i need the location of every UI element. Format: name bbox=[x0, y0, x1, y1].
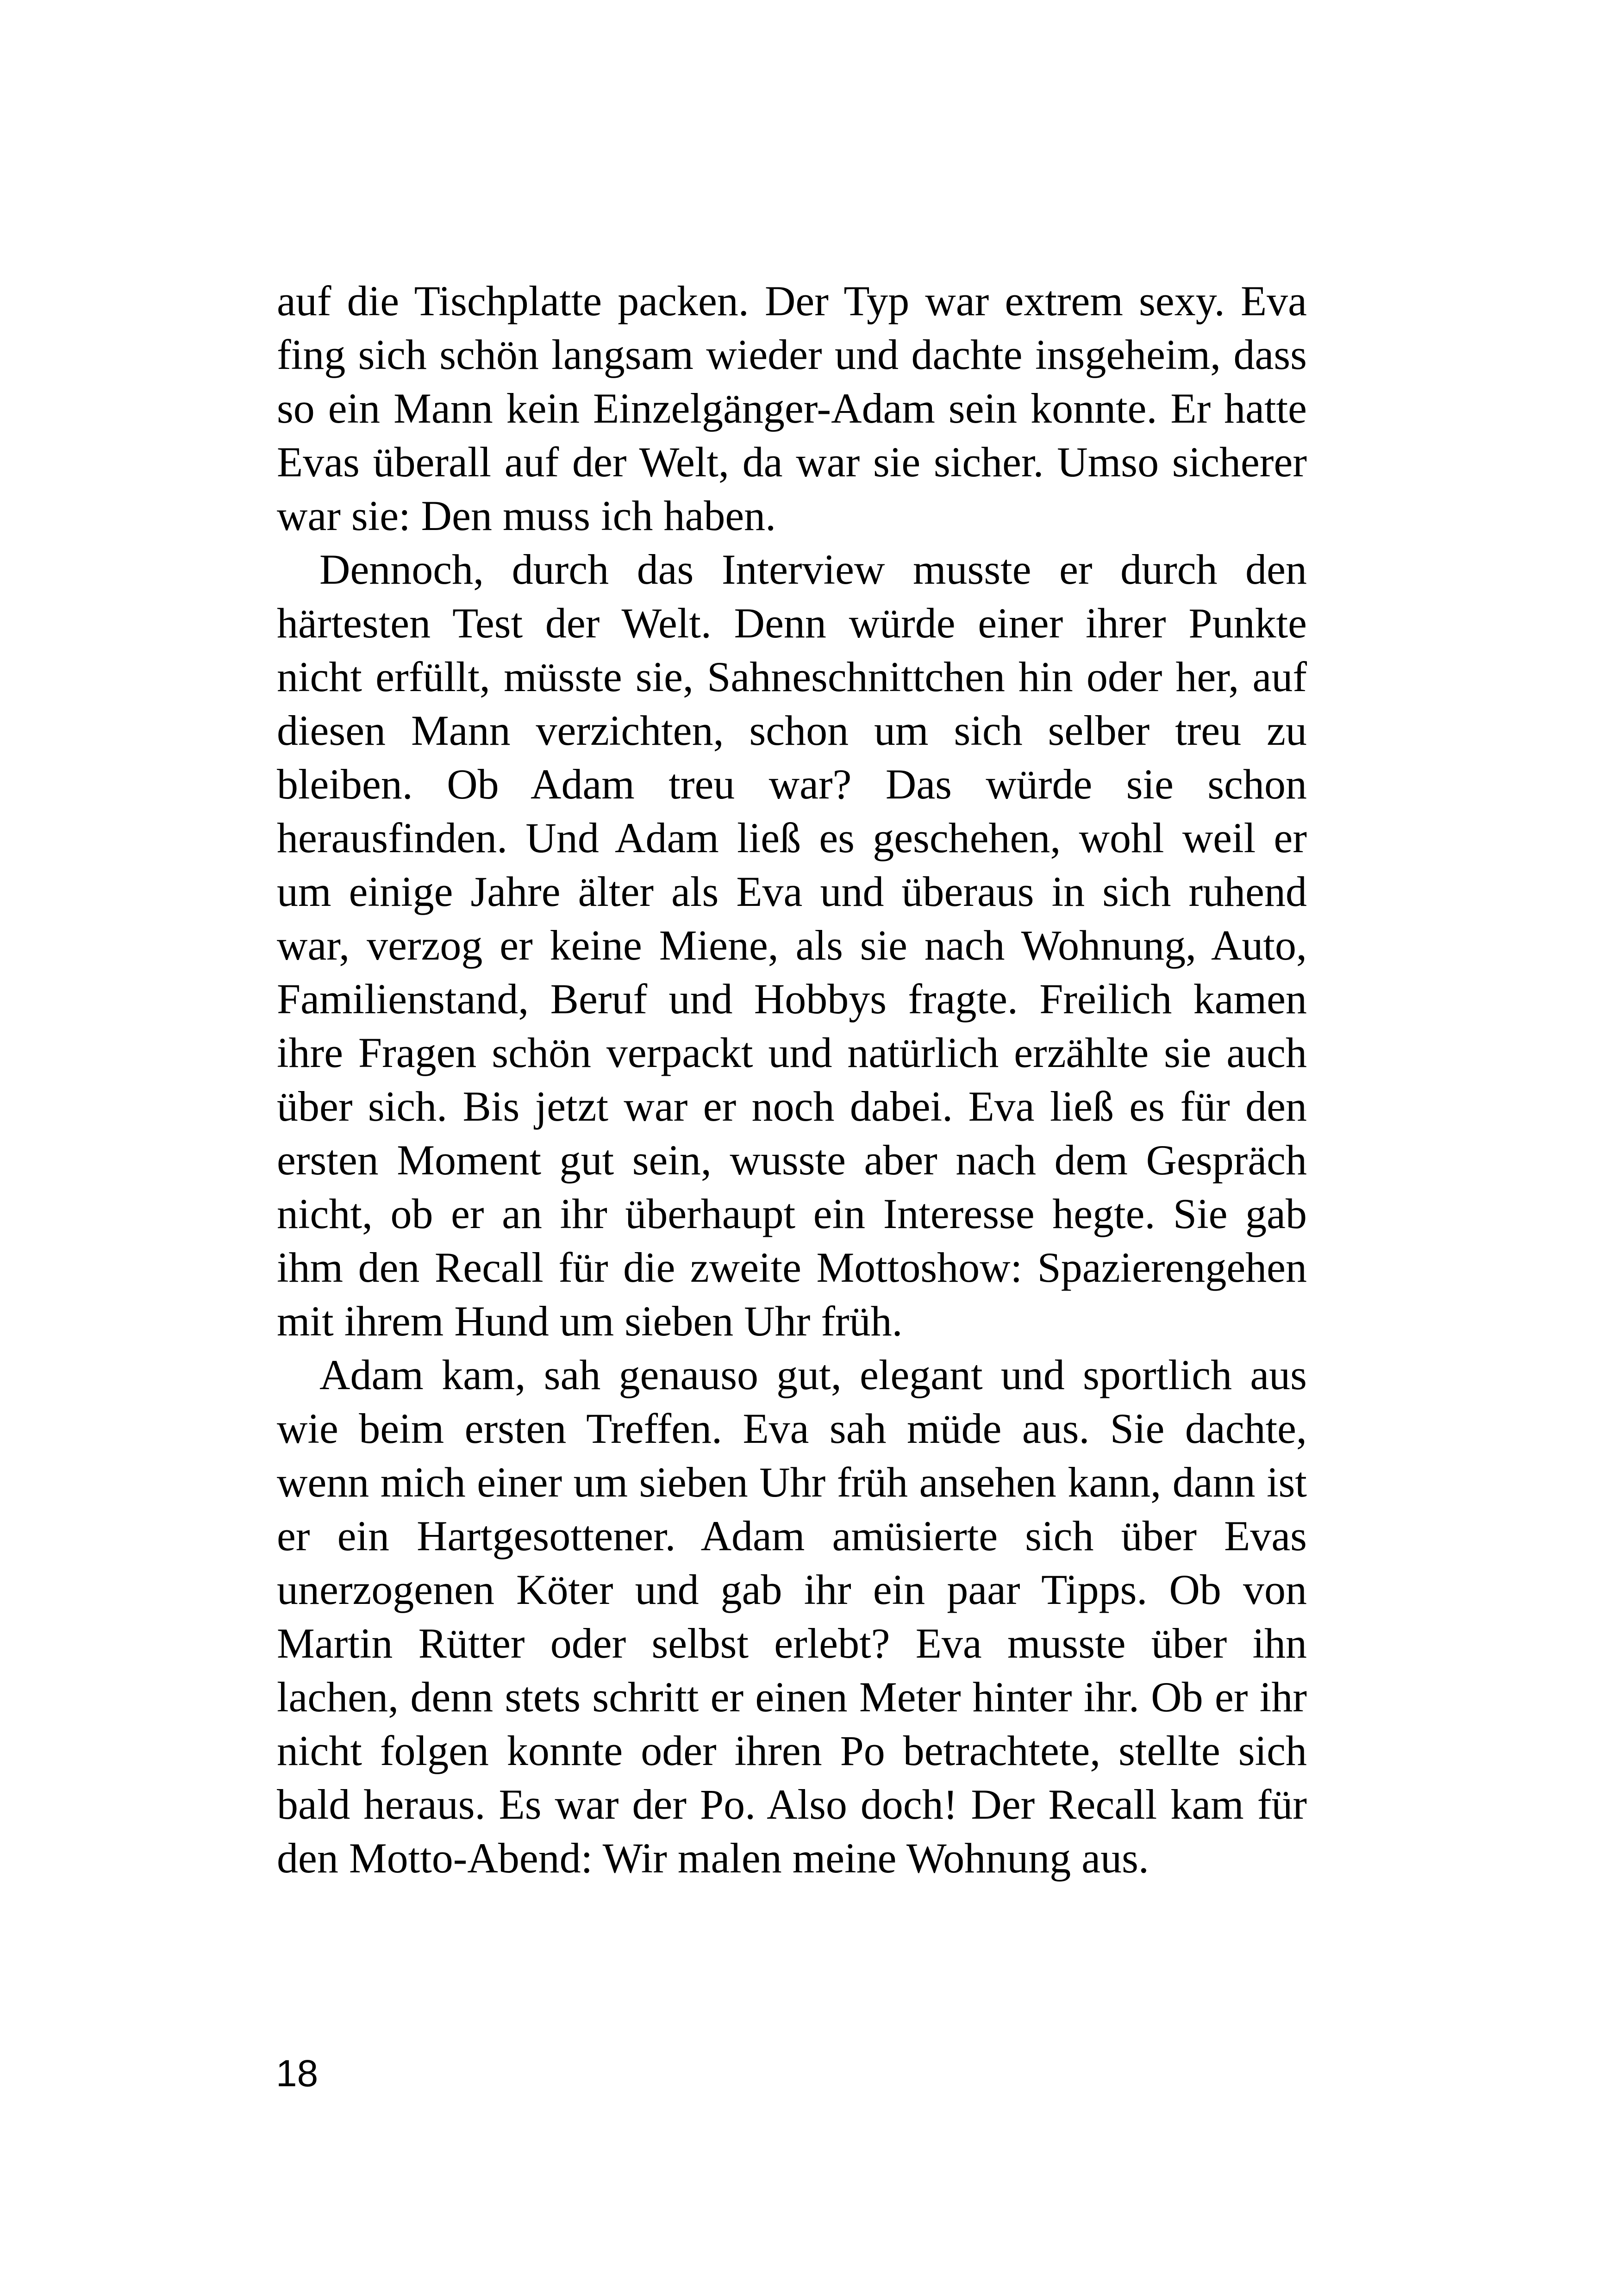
page-number: 18 bbox=[276, 2052, 319, 2095]
body-text bbox=[277, 274, 1307, 1885]
paragraph-1: auf die Tischplatte packen. Der Typ war extrem sexy. Eva fing sich schön langsam wieder und dachte insgeheim, dass so ein Mann kein Einzelgänger-Adam sein konnte. Er hatte Evas überall auf der Welt, da war sie sicher. Umso sicherer war sie: Den muss ich haben. bbox=[277, 277, 1307, 539]
paragraph-2: Dennoch, durch das Interview musste er durch den härtesten Test der Welt. Denn würde einer ihrer Punkte nicht erfüllt, müsste sie, Sahneschnittchen hin oder her, auf diesen Mann verzichten, schon um sich selber treu zu bleiben. Ob Adam treu war? Das würde sie schon herausfinden. Und Adam ließ es geschehen, wohl weil er um einige Jahre älter als Eva und überaus in sich ruhend war, verzog er keine Miene, als sie nach Wohnung, Auto, Familienstand, Beruf und Hobbys fragte. Freilich kamen ihre Fragen schön verpackt und natürlich erzählte sie auch über sich. Bis jetzt war er noch dabei. Eva ließ es für den ersten Moment gut sein, wusste aber nach dem Gespräch nicht, ob er an ihr überhaupt ein Interesse hegte. Sie gab ihm den Recall für die zweite Mottoshow: Spazierengehen mit ihrem Hund um sieben Uhr früh. bbox=[277, 546, 1307, 1345]
paragraph-3: Adam kam, sah genauso gut, elegant und sportlich aus wie beim ersten Treffen. Eva sah müde aus. Sie dachte, wenn mich einer um sieben Uhr früh ansehen kann, dann ist er ein Hartgesottener. Adam amüsierte sich über Evas unerzogenen Köter und gab ihr ein paar Tipps. Ob von Martin Rütter oder selbst erlebt? Eva musste über ihn lachen, denn stets schritt er einen Meter hinter ihr. Ob er ihr nicht folgen konnte oder ihren Po betrachtete, stellte sich bald heraus. Es war der Po. Also doch! Der Recall kam für den Motto-Abend: Wir malen meine Wohnung aus. bbox=[277, 1351, 1307, 1882]
